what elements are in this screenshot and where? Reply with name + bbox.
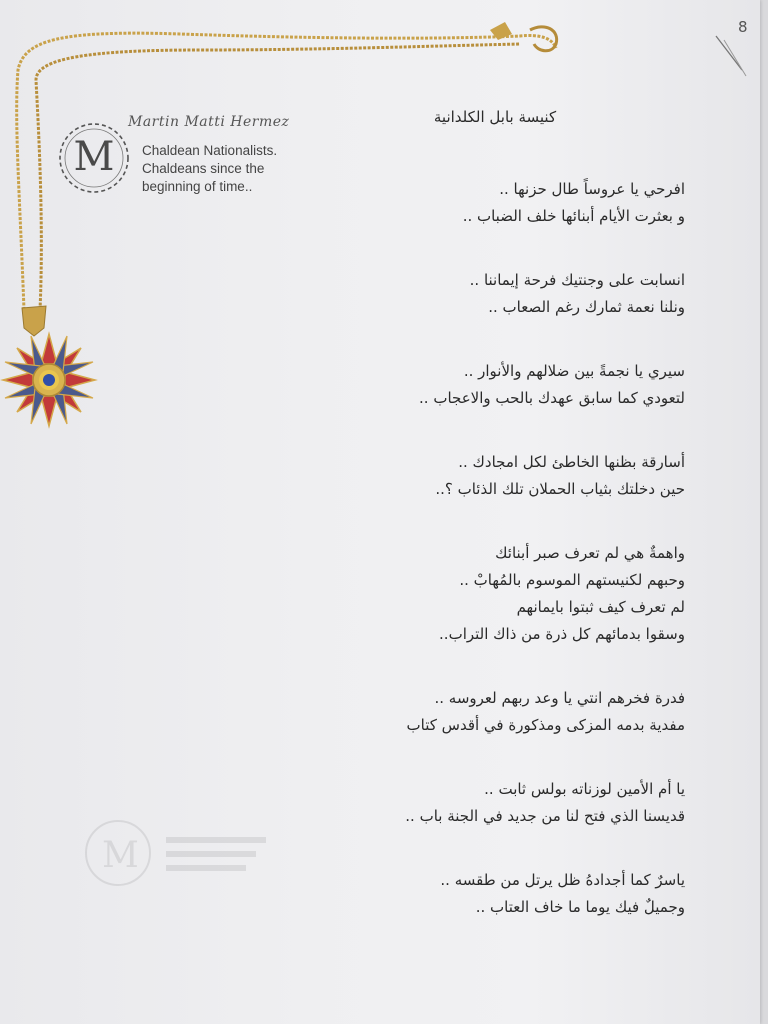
poem-line: ونلنا نعمة ثمارك رغم الصعاب ..: [488, 298, 685, 316]
tagline-line: Chaldeans since the: [142, 161, 265, 176]
poem-line: ياسرٌ كما أجدادهُ ظل يرتل من طقسه ..: [440, 871, 685, 889]
stanza: [330, 540, 685, 648]
poem-line: حين دخلتك بثياب الحملان تلك الذئاب ؟..: [435, 480, 685, 498]
stanza: [330, 176, 685, 230]
poem-line: قديسنا الذي فتح لنا من جديد في الجنة باب ..: [405, 807, 685, 825]
svg-text:M: M: [102, 835, 139, 876]
logo-signature: Martin Matti Hermez: [128, 114, 290, 130]
stanza: [330, 449, 685, 503]
pencil-mark: [712, 30, 752, 80]
stanza: [330, 358, 685, 412]
stanza: [330, 685, 685, 739]
stanza: [330, 267, 685, 321]
poem-line: لتعودي كما سابق عهدك بالحب والاعجاب ..: [419, 389, 685, 407]
poem-title: كنيسة بابل الكلدانية: [433, 108, 557, 126]
poem-line: سيري يا نجمةً بين ضلالهم والأنوار ..: [463, 362, 685, 380]
tagline-line: Chaldean Nationalists.: [142, 143, 278, 158]
bleed-through-logo: [80, 815, 280, 895]
poem-line: وحبهم لكنيستهم الموسوم بالمُهابْ ..: [459, 571, 685, 589]
poem-line: لم تعرف كيف ثبتوا بايمانهم: [516, 598, 685, 616]
stanza: [330, 776, 685, 830]
tagline-line: beginning of time..: [142, 179, 253, 194]
poem-line: وجميلٌ فيك يوما ما خاف العتاب ..: [475, 898, 685, 916]
poem-line: افرحي يا عروساً طال حزنها ..: [499, 180, 685, 198]
poem-line: و بعثرت الأيام أبنائها خلف الضباب ..: [462, 207, 685, 225]
stanza: [330, 867, 685, 921]
poem: [330, 108, 685, 958]
logo-letter: M: [73, 134, 115, 180]
page-number: 8: [738, 18, 748, 36]
logo-tagline: [142, 142, 302, 196]
poem-line: فدرة فخرهم انتي يا وعد ربهم لعروسه ..: [434, 689, 685, 707]
poem-line: انسابت على وجنتيك فرحة إيماننا ..: [469, 271, 685, 289]
poem-line: واهمةٌ هي لم تعرف صبر أبنائك: [495, 544, 685, 562]
poem-line: يا أم الأمين لوزناته بولس ثابت ..: [484, 780, 685, 798]
logo-block: [56, 112, 296, 212]
poem-line: مفدية بدمه المزكى ومذكورة في أقدس كتاب: [406, 716, 685, 734]
poem-line: أسارقة بظنها الخاطئ لكل امجادك ..: [458, 453, 685, 471]
poem-line: وسقوا بدمائهم كل ذرة من ذاك التراب..: [439, 625, 685, 643]
sun-pendant-icon: [3, 334, 95, 426]
